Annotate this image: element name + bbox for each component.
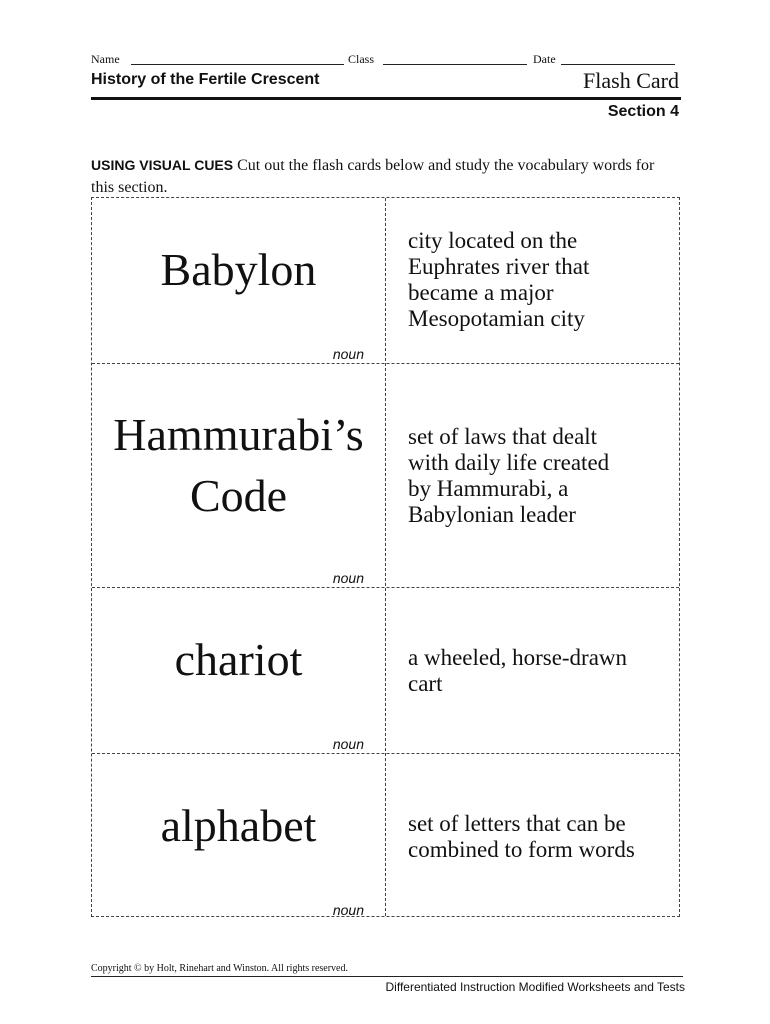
cut-line-horizontal	[92, 363, 679, 364]
name-field-line[interactable]	[131, 64, 344, 65]
class-field-line[interactable]	[383, 64, 527, 65]
card-term: alphabet	[160, 800, 317, 851]
instructions	[91, 154, 681, 199]
card-definition: city located on the Euphrates river that became a major Mesopotamian city	[408, 228, 590, 331]
card-definition: a wheeled, horse-drawn cart	[408, 645, 628, 696]
cut-line-vertical	[385, 198, 386, 916]
card-definition: set of laws that dealt with daily life created by Hammurabi, a Babylonian leader	[408, 424, 610, 527]
copyright-notice: Copyright © by Holt, Rinehart and Winston. All rights reserved.	[91, 963, 348, 974]
name-label: Name	[91, 52, 120, 66]
card-part-of-speech: noun	[332, 346, 364, 362]
class-label: Class	[348, 52, 375, 66]
series-title: Differentiated Instruction Modified Worksheets and Tests	[385, 980, 685, 994]
flash-card-grid	[91, 197, 680, 917]
instructions-text: Cut out the flash cards below and study the vocabulary words for this section.	[91, 157, 655, 196]
header-rule	[91, 97, 681, 100]
card-term: Hammurabi’s	[113, 409, 364, 460]
date-field-line[interactable]	[561, 64, 675, 65]
cut-line-horizontal	[92, 753, 679, 754]
worksheet-title: History of the Fertile Crescent	[91, 71, 320, 88]
card-part-of-speech: noun	[332, 736, 364, 752]
card-part-of-speech: noun	[332, 902, 364, 918]
footer-rule	[91, 976, 683, 977]
card-part-of-speech: noun	[332, 570, 364, 586]
cut-line-horizontal	[92, 587, 679, 588]
card-term: Code	[189, 470, 288, 521]
card-term: chariot	[174, 634, 303, 685]
card-definition: set of letters that can be combined to form words	[408, 811, 635, 862]
document-type: Flash Card	[583, 68, 679, 93]
date-label: Date	[533, 52, 556, 66]
instructions-heading: USING VISUAL CUES	[91, 157, 234, 173]
card-term: Babylon	[160, 244, 317, 295]
section-label: Section 4	[607, 103, 679, 120]
